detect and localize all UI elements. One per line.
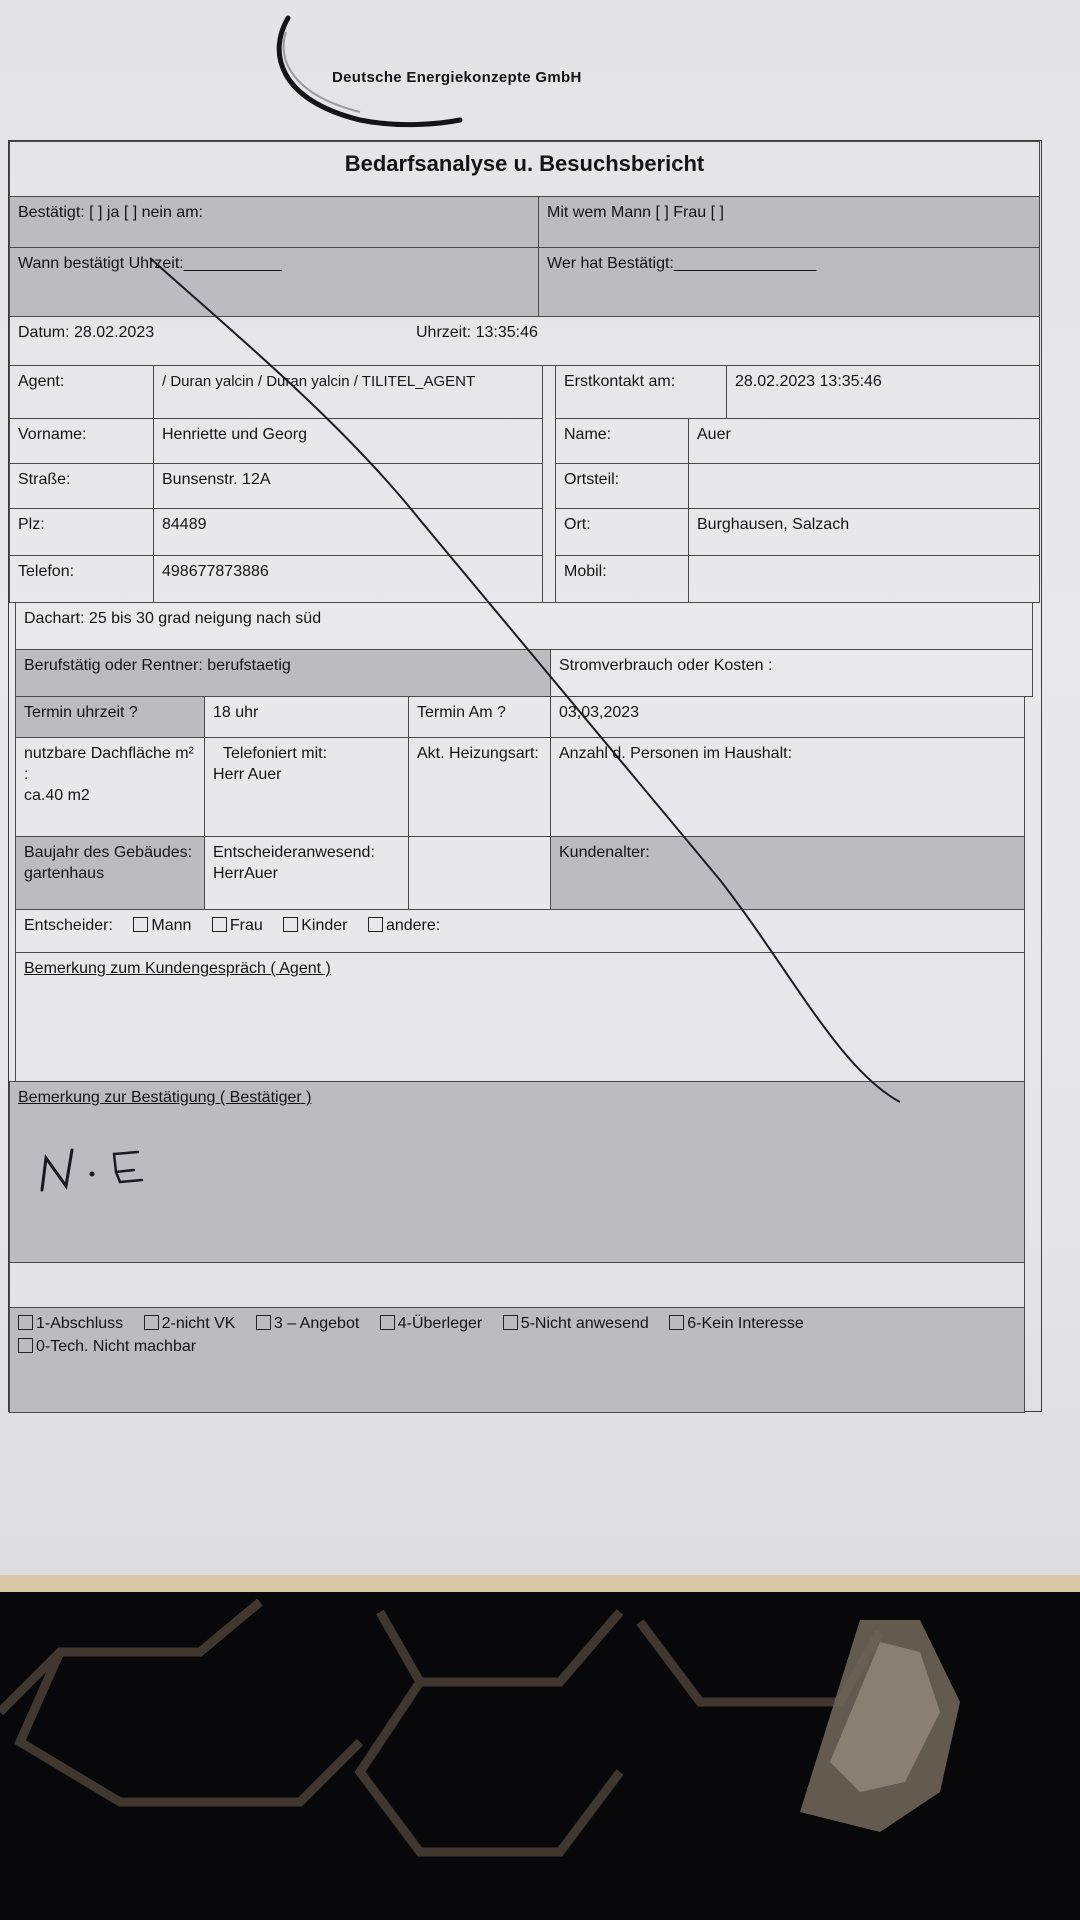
outcome-option-5[interactable]: 5-Nicht anwesend <box>503 1314 649 1335</box>
time-value[interactable]: 13:35:46 <box>475 324 538 341</box>
zip-value[interactable]: 84489 <box>153 508 543 556</box>
build-year-field[interactable] <box>15 836 205 910</box>
roof-type-field[interactable]: Dachart: 25 bis 30 grad neigung nach süd <box>15 602 1033 650</box>
agent-label: Agent: <box>9 365 154 419</box>
outcome-option-3[interactable]: 3 – Angebot <box>256 1314 359 1335</box>
outcome-option-4[interactable]: 4-Überleger <box>380 1314 482 1335</box>
option-mann[interactable]: Mann <box>133 916 191 937</box>
city-label: Ort: <box>555 508 689 556</box>
option-andere[interactable]: andere: <box>368 916 440 937</box>
carpet-background <box>0 1592 1080 1920</box>
decision-maker-label: Entscheider: <box>24 917 113 934</box>
agent-remark-label: Bemerkung zum Kundengespräch ( Agent ) <box>24 960 331 977</box>
customer-age-label[interactable]: Kundenalter: <box>550 836 1025 910</box>
outcome-options <box>9 1307 1025 1413</box>
checkbox-icon <box>256 1315 271 1330</box>
mobile-label: Mobil: <box>555 555 689 603</box>
agent-remark-box[interactable] <box>15 952 1025 1082</box>
roof-area-label: nutzbare Dachfläche m² : <box>24 745 194 783</box>
confirmed-time-label: Wann bestätigt Uhrzeit:___________ <box>18 255 282 272</box>
phone-value[interactable]: 498677873886 <box>153 555 543 603</box>
outcome-option-0[interactable]: 0-Tech. Nicht machbar <box>18 1337 196 1358</box>
confirmed-by-field[interactable] <box>538 247 1040 317</box>
confirmer-remark-label: Bemerkung zur Bestätigung ( Bestätiger ) <box>18 1089 312 1106</box>
option-kinder[interactable]: Kinder <box>283 916 347 937</box>
outcome-option-2[interactable]: 2-nicht VK <box>144 1314 236 1335</box>
confirmed-label: Bestätigt: [ ] ja [ ] nein am: <box>18 204 203 221</box>
visit-report-form <box>8 140 1042 1412</box>
confirmed-field[interactable] <box>9 196 539 248</box>
zip-label: Plz: <box>9 508 154 556</box>
confirmed-by-label: Wer hat Bestätigt:________________ <box>547 255 817 272</box>
appointment-date-value[interactable]: 03,03,2023 <box>550 696 1025 738</box>
district-value[interactable] <box>688 463 1040 509</box>
called-with-value: Herr Auer <box>213 765 282 783</box>
roof-area-field[interactable] <box>15 737 205 837</box>
district-label: Ortsteil: <box>555 463 689 509</box>
build-year-value: gartenhaus <box>24 864 105 882</box>
outcome-option-1[interactable]: 1-Abschluss <box>18 1314 123 1335</box>
checkbox-icon <box>368 917 383 932</box>
roof-area-value: ca.40 m2 <box>24 786 90 804</box>
street-label: Straße: <box>9 463 154 509</box>
checkbox-icon <box>380 1315 395 1330</box>
persons-label[interactable]: Anzahl d. Personen im Haushalt: <box>550 737 1025 837</box>
company-name: Deutsche Energiekonzepte GmbH <box>332 69 582 86</box>
agent-value[interactable]: / Duran yalcin / Duran yalcin / TILITEL_AGENT <box>153 365 543 419</box>
checkbox-icon <box>144 1315 159 1330</box>
appointment-time-value[interactable]: 18 uhr <box>204 696 409 738</box>
firstname-label: Vorname: <box>9 418 154 464</box>
checkbox-icon <box>283 917 298 932</box>
handwritten-note-ne <box>38 1138 178 1198</box>
appointment-time-label: Termin uhrzeit ? <box>15 696 205 738</box>
visit-date-row <box>9 316 1040 366</box>
folder-edge <box>0 1575 1080 1593</box>
name-label: Name: <box>555 418 689 464</box>
city-value[interactable]: Burghausen, Salzach <box>688 508 1040 556</box>
date-label: Datum: <box>18 324 70 341</box>
checkbox-icon <box>503 1315 518 1330</box>
date-value[interactable]: 28.02.2023 <box>74 324 155 341</box>
checkbox-icon <box>18 1338 33 1353</box>
power-usage-label[interactable]: Stromverbrauch oder Kosten : <box>550 649 1033 697</box>
confirmed-time-field[interactable] <box>9 247 539 317</box>
heating-label[interactable]: Akt. Heizungsart: <box>408 737 551 837</box>
spacer-row <box>9 1262 1025 1308</box>
checkbox-icon <box>18 1315 33 1330</box>
decision-present-field[interactable] <box>204 836 409 910</box>
checkbox-icon <box>212 917 227 932</box>
phone-label: Telefon: <box>9 555 154 603</box>
decision-present-label: Entscheideranwesend: <box>213 844 375 861</box>
decision-present-extra[interactable] <box>408 836 551 910</box>
build-year-label: Baujahr des Gebäudes: <box>24 844 193 861</box>
outcome-option-6[interactable]: 6-Kein Interesse <box>669 1314 804 1335</box>
form-title: Bedarfsanalyse u. Besuchsbericht <box>9 141 1040 197</box>
checkbox-icon <box>669 1315 684 1330</box>
appointment-date-label: Termin Am ? <box>408 696 551 738</box>
with-whom-field[interactable] <box>538 196 1040 248</box>
option-frau[interactable]: Frau <box>212 916 263 937</box>
first-contact-label: Erstkontakt am: <box>555 365 727 419</box>
name-value[interactable]: Auer <box>688 418 1040 464</box>
with-whom-label: Mit wem Mann [ ] Frau [ ] <box>547 204 724 221</box>
decision-present-value: HerrAuer <box>213 864 278 882</box>
first-contact-value[interactable]: 28.02.2023 13:35:46 <box>726 365 1040 419</box>
decision-maker-row <box>15 909 1025 953</box>
street-value[interactable]: Bunsenstr. 12A <box>153 463 543 509</box>
employment-field[interactable]: Berufstätig oder Rentner: berufstaetig <box>15 649 551 697</box>
checkbox-icon <box>133 917 148 932</box>
called-with-label: Telefoniert mit: <box>223 745 328 762</box>
mobile-value[interactable] <box>688 555 1040 603</box>
firstname-value[interactable]: Henriette und Georg <box>153 418 543 464</box>
time-label: Uhrzeit: <box>416 324 472 341</box>
called-with-field[interactable] <box>204 737 409 837</box>
